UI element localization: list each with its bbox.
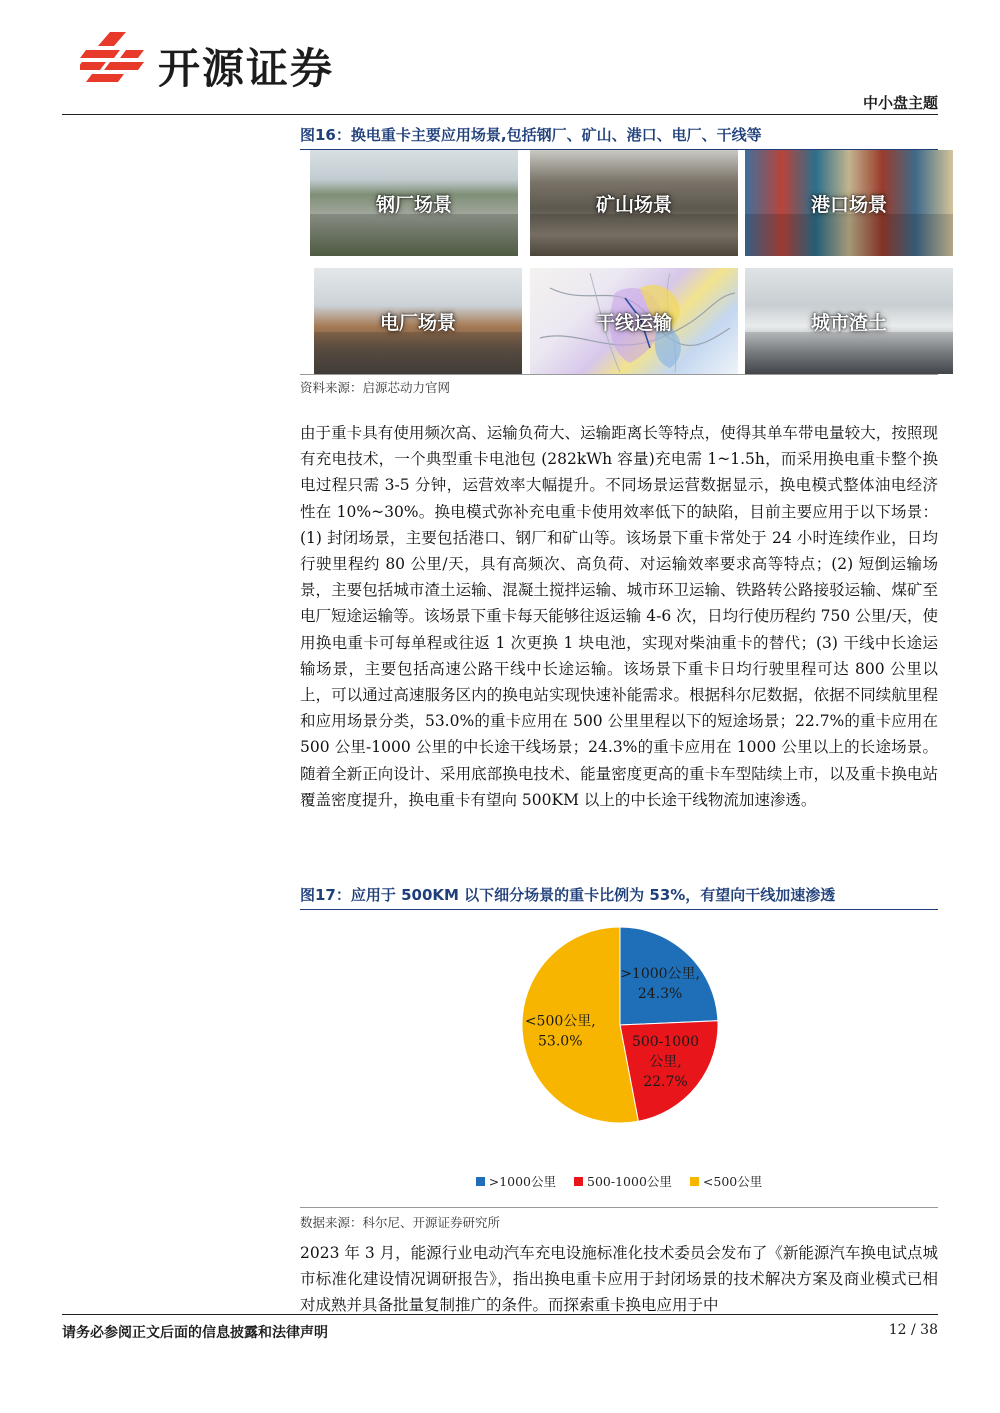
header-rule bbox=[62, 114, 938, 115]
legend-swatch bbox=[690, 1177, 699, 1186]
pie-data-label: 500-1000 bbox=[631, 1033, 700, 1050]
pie-data-label: 公里, bbox=[649, 1053, 682, 1070]
photo-power-plant bbox=[314, 268, 522, 374]
pie-data-label: 24.3% bbox=[637, 986, 683, 1003]
pie-data-label: <500公里, bbox=[524, 1013, 596, 1030]
legend-swatch bbox=[574, 1177, 583, 1186]
page-number: 12 / 38 bbox=[888, 1322, 938, 1338]
pie-data-label: 22.7% bbox=[643, 1073, 688, 1090]
figure17-source-rule bbox=[300, 1207, 938, 1208]
photo-label: 电厂场景 bbox=[379, 311, 456, 334]
photo-label: 矿山场景 bbox=[595, 193, 672, 216]
photo-steel-plant bbox=[310, 150, 518, 256]
figure17-title: 图17：应用于 500KM 以下细分场景的重卡比例为 53%，有望向干线加速渗透 bbox=[300, 884, 938, 910]
chart-legend bbox=[300, 1172, 938, 1190]
figure16-title: 图16：换电重卡主要应用场景,包括钢厂、矿山、港口、电厂、干线等 bbox=[300, 124, 938, 150]
legend-item bbox=[690, 1172, 762, 1190]
figure16-source-rule bbox=[300, 374, 938, 375]
body-paragraph: 2023 年 3 月，能源行业电动汽车充电设施标准化技术委员会发布了《新能源汽车换电试点城市标准化建设情况调研报告》，指出换电重卡应用于封闭场景的技术解决方案及商业模式已相对成熟并具备批量复制推广的条件。而探索重卡换电应用于中 bbox=[300, 1244, 938, 1315]
pie-chart bbox=[300, 910, 938, 1202]
footer-disclaimer: 请务必参阅正文后面的信息披露和法律声明 bbox=[62, 1325, 328, 1341]
brand-name: 开源证券 bbox=[158, 44, 335, 93]
legend-swatch bbox=[476, 1177, 485, 1186]
photo-trunk-line-map bbox=[530, 268, 738, 374]
pie-data-label: >1000公里, bbox=[620, 966, 701, 983]
brand-logo bbox=[80, 30, 380, 92]
legend-label: <500公里 bbox=[702, 1174, 763, 1189]
legend-label: >1000公里 bbox=[488, 1174, 557, 1189]
figure17-source: 数据来源：科尔尼、开源证券研究所 bbox=[300, 1215, 501, 1230]
figure16-source: 资料来源：启源芯动力官网 bbox=[300, 380, 451, 395]
kaiyuan-logo-icon bbox=[80, 30, 150, 92]
pie-chart-svg bbox=[300, 910, 938, 1170]
photo-label: 城市渣土 bbox=[810, 311, 887, 334]
footer-rule bbox=[62, 1314, 938, 1315]
legend-label: 500-1000公里 bbox=[587, 1174, 672, 1189]
body-paragraph: 由于重卡具有使用频次高、运输负荷大、运输距离长等特点，使得其单车带电量较大，按照现有充电技术，一个典型重卡电池包 (282kWh 容量)充电需 1~1.5h，而采用换电重卡整个换电过程只需 3-5 分钟，运营效率大幅提升。不同场景运营数据显示，换电模式整体油电经济性在 10%~30%。换电模式弥补充电重卡使用效率低下的缺陷，目前主要应用于以下场景：(1) 封闭场景，主要包括港口、钢厂和矿山等。该场景下重卡常处于 24 小时连续作业，日均行驶里程约 80 公里/天，具有高频次、高负荷、对运输效率要求高等特点；(2) 短倒运输场景，主要包括城市渣土运输、混凝土搅拌运输、城市环卫运输、铁路转公路接驳运输、煤矿至电厂短途运输等。该场景下重卡每天能够往返运输 4-6 次，日均行使历程约 750 公里/天，使用换电重卡可每单程或往返 1 次更换 1 块电池，实现对柴油重卡的替代；(3) 干线中长途运输场景，主要包括高速公路干线中长途运输。该场景下重卡日均行驶里程可达 800 公里以上，可以通过高速服务区内的换电站实现快速补能需求。根据科尔尼数据，依据不同续航里程和应用场景分类，53.0%的重卡应用在 500 公里里程以下的短途场景；22.7%的重卡应用在 500 公里-1000 公里的中长途干线场景；24.3%的重卡应用在 1000 公里以上的长途场景。随着全新正向设计、采用底部换电技术、能量密度更高的重卡车型陆续上市，以及重卡换电站覆盖密度提升，换电重卡有望向 500KM 以上的中长途干线物流加速渗透。 bbox=[300, 424, 938, 809]
legend-item bbox=[476, 1172, 556, 1190]
photo-mine bbox=[530, 150, 738, 256]
photo-city-muck bbox=[745, 268, 953, 374]
photo-label: 干线运输 bbox=[595, 311, 672, 334]
photo-port bbox=[745, 150, 953, 256]
photo-label: 钢厂场景 bbox=[375, 193, 452, 216]
legend-item bbox=[574, 1172, 672, 1190]
section-tag: 中小盘主题 bbox=[862, 94, 938, 112]
pie-data-label: 53.0% bbox=[538, 1033, 583, 1050]
photo-label: 港口场景 bbox=[810, 193, 887, 216]
